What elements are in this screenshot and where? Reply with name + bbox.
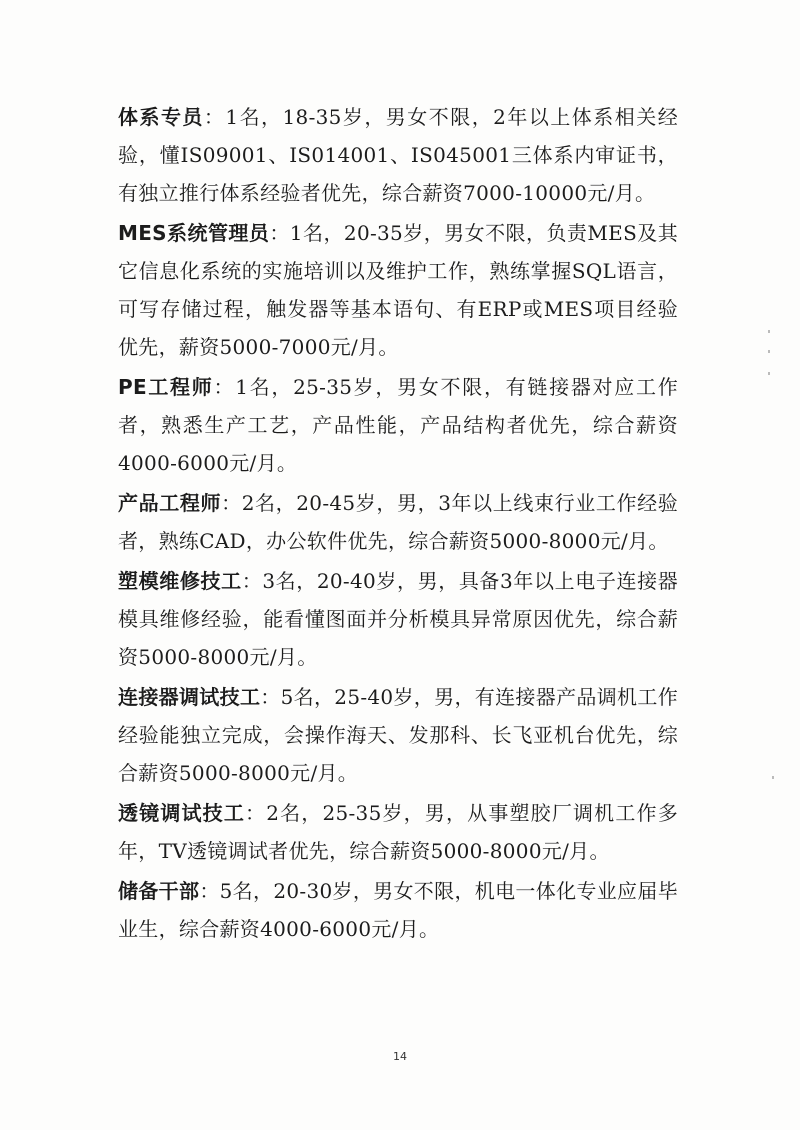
job-title: 连接器调试技工 (118, 685, 261, 709)
scan-artifact (768, 372, 770, 375)
job-title: MES系统管理员 (118, 221, 270, 245)
job-entry (118, 98, 678, 212)
job-description: ：1名，25-35岁，男女不限，有链接器对应工作者，熟悉生产工艺，产品性能，产品结构者优先，综合薪资4000-6000元/月。 (118, 375, 678, 475)
job-description: ：2名，20-45岁，男，3年以上线束行业工作经验者，熟练CAD，办公软件优先，综合薪资5000-8000元/月。 (118, 491, 678, 553)
job-title: 储备干部 (118, 879, 200, 903)
page-number: 14 (393, 1050, 407, 1063)
job-entry (118, 794, 678, 870)
job-entry (118, 872, 678, 948)
scan-artifact (772, 776, 774, 779)
job-title: 塑模维修技工 (118, 569, 242, 593)
job-listing (118, 98, 678, 950)
job-entry (118, 214, 678, 366)
job-title: 体系专员 (118, 105, 204, 129)
scan-artifact (768, 350, 770, 353)
job-description: ：3名，20-40岁，男，具备3年以上电子连接器模具维修经验，能看懂图面并分析模具异常原因优先，综合薪资5000-8000元/月。 (118, 569, 678, 669)
job-description: ：2名，25-35岁，男，从事塑胶厂调机工作多年，TV透镜调试者优先，综合薪资5000-8000元/月。 (118, 801, 678, 863)
job-entry (118, 562, 678, 676)
job-title: 透镜调试技工 (118, 801, 246, 825)
job-title: PE工程师 (118, 375, 214, 399)
job-entry (118, 678, 678, 792)
job-description: ：1名，18-35岁，男女不限，2年以上体系相关经验，懂IS09001、IS014001、IS045001三体系内审证书，有独立推行体系经验者优先，综合薪资7000-10000元/月。 (118, 105, 679, 205)
job-description: ：1名，20-35岁，男女不限，负责MES及其它信息化系统的实施培训以及维护工作，熟练掌握SQL语言，可写存储过程，触发器等基本语句、有ERP或MES项目经验优先，薪资5000-7000元/月。 (118, 221, 678, 359)
job-entry (118, 368, 678, 482)
job-entry (118, 484, 678, 560)
job-description: ：5名，25-40岁，男，有连接器产品调机工作经验能独立完成，会操作海天、发那科、长飞亚机台优先，综合薪资5000-8000元/月。 (118, 685, 679, 785)
job-title: 产品工程师 (118, 491, 222, 515)
job-description: ：5名，20-30岁，男女不限，机电一体化专业应届毕业生，综合薪资4000-6000元/月。 (118, 879, 679, 941)
scan-artifact (768, 330, 770, 333)
